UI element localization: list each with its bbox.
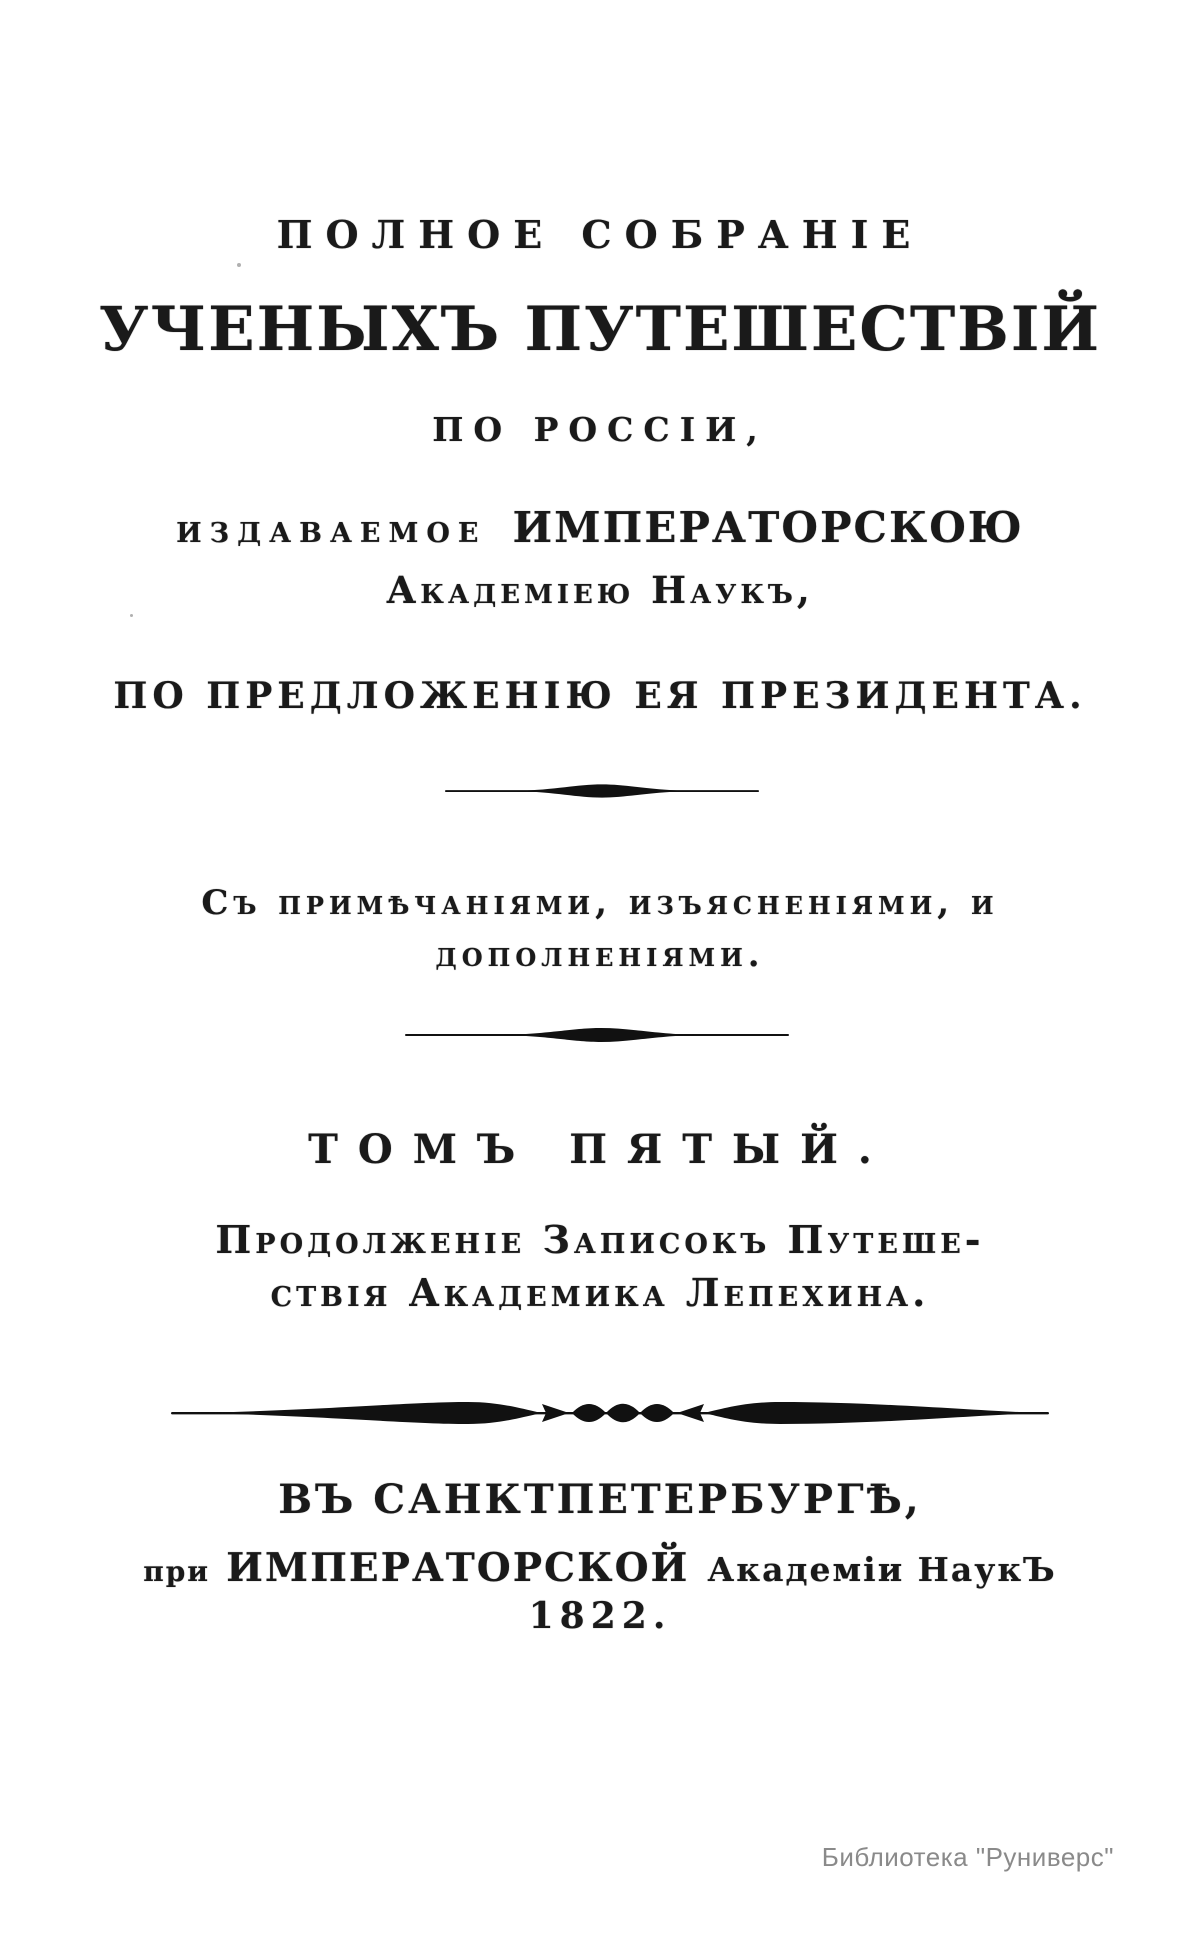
main-title: УЧЕНЫХЪ ПУТЕШЕСТВІЙ <box>98 294 1102 365</box>
region-line: ПО РОССІИ, <box>432 410 768 449</box>
spindle-divider-ornament-1 <box>443 781 761 801</box>
series-title-line-1: ПОЛНОЕ СОБРАНІЕ <box>276 212 924 257</box>
imprint-city-line: ВЪ САНКТПЕТЕРБУРГѢ, <box>278 1476 922 1523</box>
volume-heading: ТОМЪ ПЯТЫЙ. <box>308 1126 892 1173</box>
imprint-publisher-caps: ИМПЕРАТОРСКОЙ <box>226 1545 690 1591</box>
subtitle-line-1: Продолженіе Записокъ Путеше- <box>215 1217 985 1262</box>
subtitle-line-2: ствія Академика Лепехина. <box>270 1270 930 1315</box>
publisher-prefix: ИЗДАВАЕМОЕ <box>176 518 487 549</box>
imprint-publisher-prefix: при <box>143 1555 211 1588</box>
scan-speck <box>237 263 241 267</box>
runivers-library-watermark: Библиотека "Руниверс" <box>821 1842 1114 1872</box>
imprint-publisher-line <box>0 1547 1200 1591</box>
publisher-name: ИМПЕРАТОРСКОЮ <box>512 503 1024 552</box>
scan-speck <box>130 614 133 617</box>
annotation-line-2: дополненіями. <box>435 935 765 975</box>
spindle-divider-ornament-2 <box>403 1025 791 1045</box>
grand-divider-ornament <box>168 1399 1052 1427</box>
annotation-line-1: Съ примѣчаніями, изъясненіями, и <box>201 883 999 923</box>
proposal-line: ПО ПРЕДЛОЖЕНІЮ ЕЯ ПРЕЗИДЕНТА. <box>113 675 1087 717</box>
imprint-year: 1822. <box>528 1595 672 1637</box>
publisher-line <box>0 504 1200 551</box>
academy-line: Академіею Наукъ, <box>386 568 814 612</box>
imprint-publisher-rest: Академіи НаукЪ <box>707 1550 1057 1589</box>
